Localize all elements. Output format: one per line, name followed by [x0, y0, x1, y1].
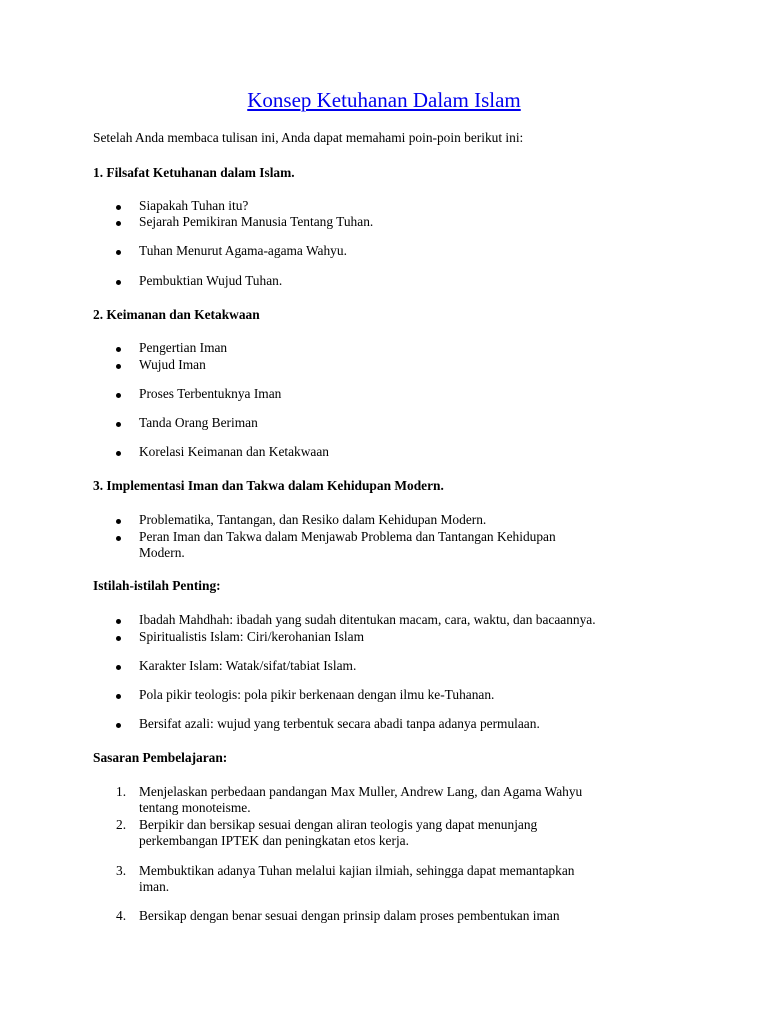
list-number: 2.	[116, 817, 127, 832]
bullet	[116, 694, 121, 699]
list-item: Proses Terbentuknya Iman	[139, 386, 282, 401]
list-item: Karakter Islam: Watak/sifat/tabiat Islam.	[139, 658, 357, 673]
list-item-continuation: perkembangan IPTEK dan peningkatan etos kerja.	[139, 833, 409, 848]
bullet	[116, 221, 121, 226]
list-item: Pembuktian Wujud Tuhan.	[139, 273, 283, 288]
list-item: Problematika, Tantangan, dan Resiko dalam Kehidupan Modern.	[139, 512, 487, 527]
bullet	[116, 619, 121, 624]
list-item: Bersifat azali: wujud yang terbentuk secara abadi tanpa adanya permulaan.	[139, 716, 540, 731]
section-heading-3: 3. Implementasi Iman dan Takwa dalam Kehidupan Modern.	[93, 478, 444, 493]
bullet	[116, 665, 121, 670]
list-item-continuation: tentang monoteisme.	[139, 800, 251, 815]
list-number: 3.	[116, 863, 127, 878]
bullet	[116, 205, 121, 210]
bullet	[116, 536, 121, 541]
list-item: Peran Iman dan Takwa dalam Menjawab Problema dan Tantangan Kehidupan	[139, 529, 556, 544]
bullet	[116, 280, 121, 285]
list-number: 1.	[116, 784, 127, 799]
bullet	[116, 451, 121, 456]
section-heading-1: 1. Filsafat Ketuhanan dalam Islam.	[93, 165, 295, 180]
document-title-link[interactable]: Konsep Ketuhanan Dalam Islam	[247, 88, 521, 112]
bullet	[116, 723, 121, 728]
section-heading-5: Sasaran Pembelajaran:	[93, 750, 228, 765]
list-item: Pola pikir teologis: pola pikir berkenaan dengan ilmu ke-Tuhanan.	[139, 687, 495, 702]
bullet	[116, 519, 121, 524]
section-heading-2: 2. Keimanan dan Ketakwaan	[93, 307, 260, 322]
list-item: Spiritualistis Islam: Ciri/kerohanian Islam	[139, 629, 365, 644]
list-item-continuation: Modern.	[139, 545, 185, 560]
intro-text: Setelah Anda membaca tulisan ini, Anda dapat memahami poin-poin berikut ini:	[93, 130, 524, 145]
list-item: Korelasi Keimanan dan Ketakwaan	[139, 444, 329, 459]
list-item: Menjelaskan perbedaan pandangan Max Muller, Andrew Lang, dan Agama Wahyu	[139, 784, 583, 799]
list-item: Tanda Orang Beriman	[139, 415, 258, 430]
bullet	[116, 636, 121, 641]
list-item: Bersikap dengan benar sesuai dengan prinsip dalam proses pembentukan iman	[139, 908, 560, 923]
bullet	[116, 347, 121, 352]
bullet	[116, 364, 121, 369]
list-item: Siapakah Tuhan itu?	[139, 198, 249, 213]
list-item: Tuhan Menurut Agama-agama Wahyu.	[139, 243, 347, 258]
list-item: Membuktikan adanya Tuhan melalui kajian ilmiah, sehingga dapat memantapkan	[139, 863, 575, 878]
list-item-continuation: iman.	[139, 879, 170, 894]
list-item: Ibadah Mahdhah: ibadah yang sudah ditentukan macam, cara, waktu, dan bacaannya.	[139, 612, 596, 627]
bullet	[116, 393, 121, 398]
list-number: 4.	[116, 908, 127, 923]
list-item: Berpikir dan bersikap sesuai dengan aliran teologis yang dapat menunjang	[139, 817, 538, 832]
list-item: Wujud Iman	[139, 357, 206, 372]
list-item: Pengertian Iman	[139, 340, 228, 355]
section-heading-4: Istilah-istilah Penting:	[93, 578, 221, 593]
bullet	[116, 422, 121, 427]
bullet	[116, 250, 121, 255]
list-item: Sejarah Pemikiran Manusia Tentang Tuhan.	[139, 214, 374, 229]
